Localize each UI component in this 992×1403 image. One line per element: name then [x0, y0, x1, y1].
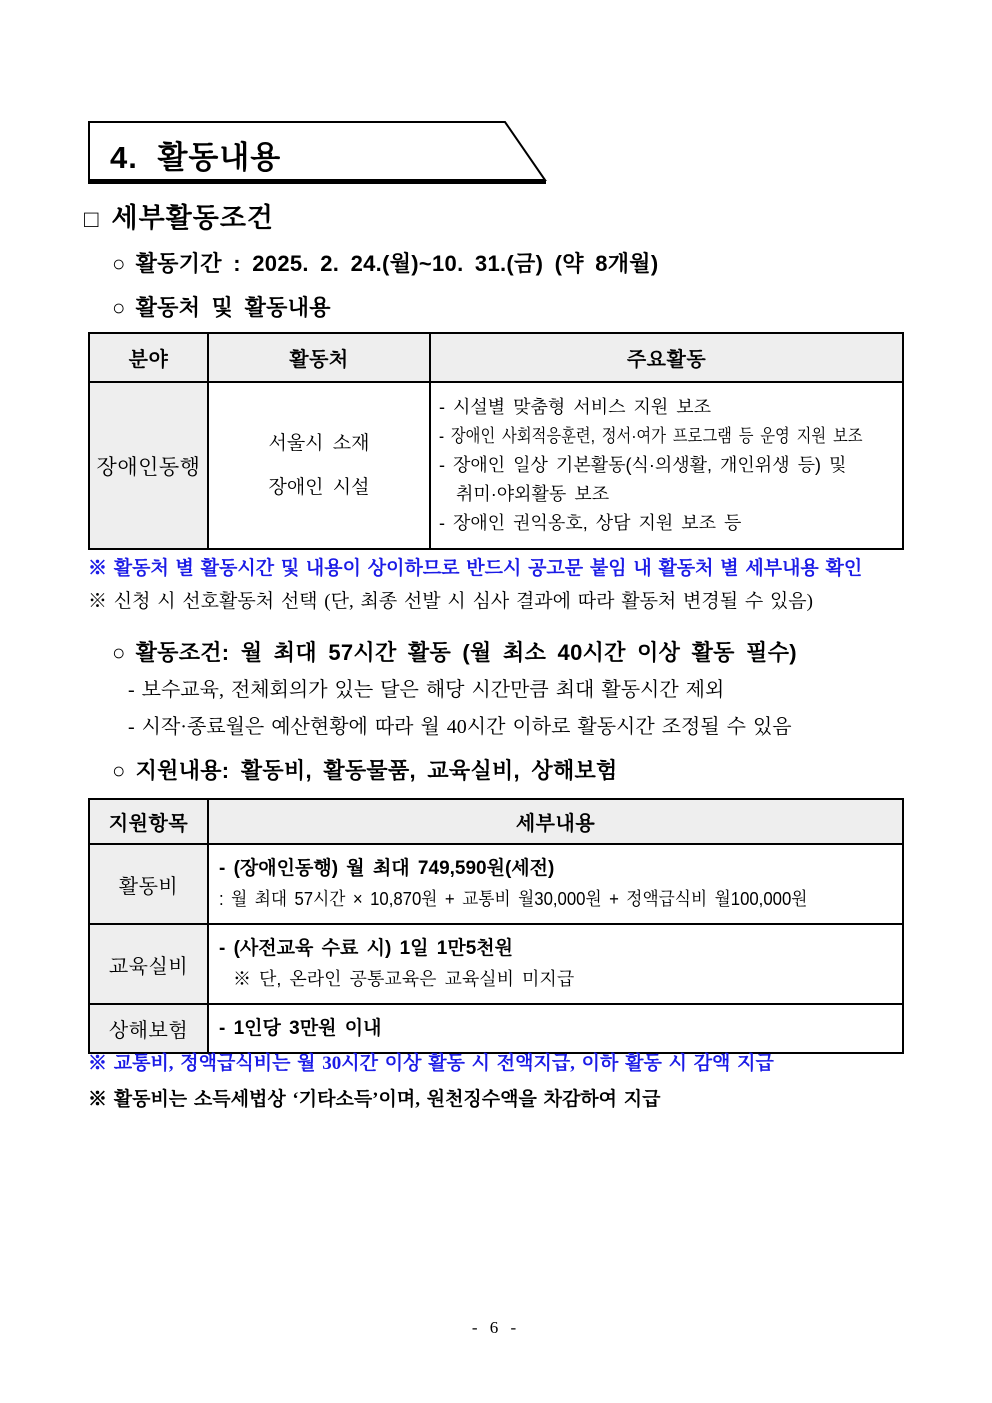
table-row-education-fee [89, 924, 903, 1004]
cell-main-activities [430, 382, 903, 549]
text-line: ※ 교통비, 정액급식비는 월 30시간 이상 활동 시 전액지급, 이하 활동 시 감액 지급 [88, 1053, 774, 1074]
text-line: - (장애인동행) 월 최대 749,590원(세전) [219, 858, 555, 879]
section-banner [88, 121, 548, 185]
circle-bullet-icon: ○ [112, 758, 126, 783]
bullet-support-content-text: 지원내용: 활동비, 활동물품, 교육실비, 상해보험 [135, 758, 618, 783]
notes-after-activity-table [88, 552, 862, 618]
bullet-activity-condition-text: 활동조건: 월 최대 57시간 활동 (월 최소 40시간 이상 활동 필수) [135, 640, 797, 665]
cell-detail [208, 844, 903, 924]
bullet-activity-condition [112, 636, 797, 667]
text-line: ※ 단, 온라인 공통교육은 교육실비 미지급 [233, 969, 575, 989]
cell-place-line2: 장애인 시설 [268, 476, 370, 498]
support-table [88, 798, 904, 1054]
bullet-activity-period [112, 247, 658, 278]
circle-bullet-icon: ○ [112, 295, 126, 320]
header-detail: 세부내용 [208, 799, 903, 844]
header-field: 분야 [89, 333, 208, 382]
text-line: - 장애인 권익옹호, 상담 지원 보조 등 [439, 513, 742, 533]
text-line: - 보수교육, 전체회의가 있는 달은 해당 시간만큼 최대 활동시간 제외 [128, 679, 725, 701]
text-line: 취미·야외활동 보조 [456, 484, 610, 504]
circle-bullet-icon: ○ [112, 640, 126, 665]
cell-place-line1: 서울시 소재 [268, 432, 370, 454]
page-number: - 6 - [471, 1318, 521, 1337]
notes-after-support-table [88, 1046, 774, 1118]
table-row-activity-fee [89, 844, 903, 924]
cell-label: 교육실비 [89, 924, 208, 1004]
text-line: - 1인당 3만원 이내 [219, 1018, 382, 1039]
activity-table [88, 332, 904, 550]
cell-label: 상해보험 [89, 1004, 208, 1053]
header-main-activity: 주요활동 [430, 333, 903, 382]
square-bullet-icon: □ [84, 206, 100, 233]
cell-place [208, 382, 430, 549]
section-heading-label: 세부활동조건 [111, 203, 274, 233]
text-line: - 시작·종료월은 예산현황에 따라 월 40시간 이하로 활동시간 조정될 수 있음 [128, 716, 792, 738]
text-line: - 장애인 일상 기본활동(식·의생활, 개인위생 등) 및 [439, 455, 847, 475]
condition-sub-bullets [128, 672, 792, 746]
header-support-item: 지원항목 [89, 799, 208, 844]
text-line: ※ 활동비는 소득세법상 ‘기타소득’이며, 원천징수액을 차감하여 지급 [88, 1089, 661, 1110]
bullet-activity-place-text: 활동처 및 활동내용 [135, 295, 331, 320]
bullet-support-content [112, 754, 618, 785]
circle-bullet-icon: ○ [112, 251, 126, 276]
text-line: - 장애인 사회적응훈련, 정서·여가 프로그램 등 운영 지원 보조 [439, 426, 863, 446]
bullet-activity-place [112, 291, 331, 322]
cell-field: 장애인동행 [89, 382, 208, 549]
table-header-row [89, 333, 903, 382]
text-line: ※ 신청 시 선호활동처 선택 (단, 최종 선발 시 심사 결과에 따라 활동처 변경될 수 있음) [88, 591, 813, 612]
table-row [89, 382, 903, 549]
cell-detail [208, 924, 903, 1004]
text-line: ※ 활동처 별 활동시간 및 내용이 상이하므로 반드시 공고문 붙임 내 활동처 별 세부내용 확인 [88, 558, 863, 579]
banner-title: 4. 활동내용 [110, 140, 282, 175]
cell-label: 활동비 [89, 844, 208, 924]
section-heading [84, 196, 274, 235]
text-line: - 시설별 맞춤형 서비스 지원 보조 [439, 397, 712, 417]
text-line: : 월 최대 57시간 × 10,870원 + 교통비 월30,000원 + 정액급식비 월100,000원 [219, 889, 808, 909]
table-header-row [89, 799, 903, 844]
bullet-activity-period-text: 활동기간 : 2025. 2. 24.(월)~10. 31.(금) (약 8개월) [135, 251, 659, 276]
header-place: 활동처 [208, 333, 430, 382]
text-line: - (사전교육 수료 시) 1일 1만5천원 [219, 938, 513, 959]
